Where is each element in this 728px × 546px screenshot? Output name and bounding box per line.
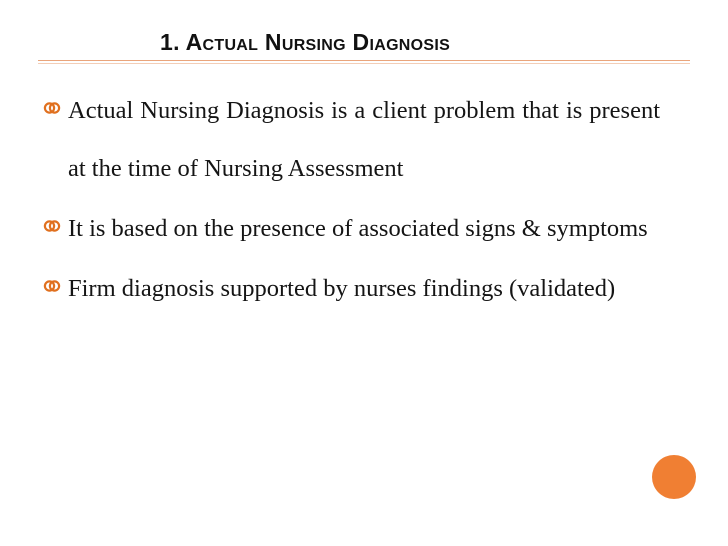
bullet-text: Firm diagnosis supported by nurses findings (validated) — [68, 275, 616, 302]
slide-title: 1. Actual Nursing Diagnosis — [160, 29, 451, 55]
interlocking-rings-icon — [43, 217, 61, 235]
bullet-text: It is based on the presence of associated signs & symptoms — [68, 215, 648, 242]
title-underline — [38, 60, 690, 61]
title-underline-line — [38, 60, 690, 61]
bullet-text: Actual Nursing Diagnosis is a client problem that is present at the time of Nursing Assessment — [68, 97, 660, 182]
bullet-item — [40, 260, 660, 318]
bullet-list — [40, 82, 660, 320]
title-underline-line — [38, 63, 690, 64]
interlocking-rings-icon — [43, 99, 61, 117]
bullet-item — [40, 82, 660, 198]
bullet-item — [40, 200, 660, 258]
interlocking-rings-icon — [43, 277, 61, 295]
orange-circle-icon — [652, 455, 696, 499]
